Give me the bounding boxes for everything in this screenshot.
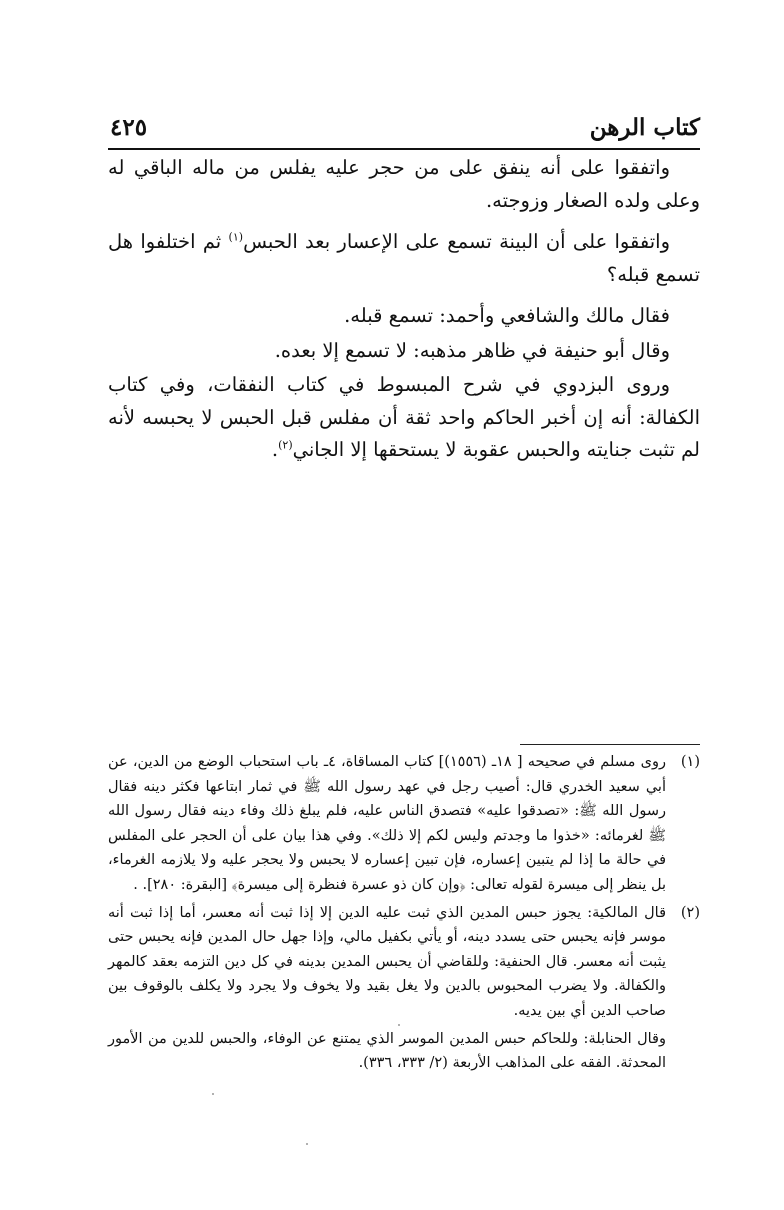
running-title: كتاب الرهن — [589, 114, 700, 141]
header-rule — [108, 148, 700, 150]
paragraph — [108, 369, 700, 467]
scan-speck — [212, 1093, 214, 1095]
footnote-number: (٢) — [680, 904, 700, 921]
paragraph — [108, 226, 700, 291]
main-text — [108, 152, 700, 476]
page-number: ٤٢٥ — [110, 114, 148, 141]
footnote-number: (١) — [680, 754, 700, 770]
paragraph — [108, 335, 700, 368]
scan-speck — [398, 1024, 400, 1026]
paragraph-text: وروى البزدوي في شرح المبسوط في كتاب النفقات، وفي كتاب الكفالة: أنه إن أخبر الحاكم واحد ثقة أن مفلس قبل الحبس لا يحبسه لأنه لم تثبت جنايته والحبس عقوبة لا يستحقها إلا الجاني — [108, 373, 700, 461]
paragraph-text: فقال مالك والشافعي وأحمد: تسمع قبله. — [344, 304, 670, 327]
footnote-text: روى مسلم في صحيحه [ ١٨ـ (١٥٥٦)] كتاب المساقاة، ٤ـ باب استحباب الوضع من الدين، عن أبي سعيد الخدري قال: أصيب رجل في عهد رسول الله ﷺ في ثمار ابتاعها فكثر دينه فقال رسول الله ﷺ: «تصدقوا عليه» فتصدق الناس عليه، فلم يبلغ ذلك وفاء دينه فقال رسول الله ﷺ لغرمائه: «خذوا ما وجدتم وليس لكم إلا ذلك». وفي هذا بيان على أن الحجر على المفلس في حالة ما إذا لم يتبين إعساره، فإن تبين إعساره لا يحبس ولا يحجر عليه ولا يلازمه الغرماء، بل ينظر إلى ميسرة لقوله تعالى: ﴿وإن كان ذو عسرة فنظرة إلى ميسرة﴾ [البقرة: ٢٨٠]. . — [108, 754, 666, 893]
footnote-ref-2[interactable]: (٢) — [278, 438, 293, 452]
paragraph-text: واتفقوا على أن البينة تسمع على الإعسار بعد الحبس — [243, 230, 670, 253]
paragraph — [108, 152, 700, 217]
paragraph-text: . — [271, 438, 279, 461]
paragraph — [108, 300, 700, 333]
footnote-text: قال المالكية: يجوز حبس المدين الذي ثبت عليه الدين إلا إذا ثبت أنه معسر، أما إذا ثبت أنه موسر فإنه يحبس حتى يسدد دينه، أو يأتي بكفيل مالي، وإذا جهل حال المدين فإنه يحبس حتى يثبت أنه معسر. قال الحنفية: وللقاضي أن يحبس المدين بدينه في كل دين التزمه بعقد كالمهر والكفالة. ولا يضرب المحبوس بالدين ولا يغل بقيد ولا يخوف ولا يجرد ولا يكلف بالوقوف بين صاحب الدين أي بين يديه. — [108, 904, 666, 1019]
paragraph-text: واتفقوا على أنه ينفق على من حجر عليه يفلس من ماله الباقي له وعلى ولده الصغار وزوجته. — [108, 156, 700, 212]
footnote-2 — [108, 901, 700, 1076]
footnote-1 — [108, 750, 700, 898]
footnotes — [108, 750, 700, 1079]
page-header — [108, 112, 700, 144]
footnote-separator — [520, 744, 700, 745]
scan-speck — [306, 1143, 308, 1145]
paragraph-text: ثم اختلفوا هل تسمع قبله؟ — [108, 230, 700, 286]
footnote-text: وقال الحنابلة: وللحاكم حبس المدين الموسر الذي يمتنع عن الوفاء، والحبس للدين من الأمور المحدثة. الفقه على المذاهب الأربعة (٢/ ٣٣٣، ٣٣٦). — [108, 1030, 666, 1072]
footnote-ref-1[interactable]: (١) — [228, 230, 244, 244]
paragraph-text: وقال أبو حنيفة في ظاهر مذهبه: لا تسمع إلا بعده. — [274, 338, 670, 362]
